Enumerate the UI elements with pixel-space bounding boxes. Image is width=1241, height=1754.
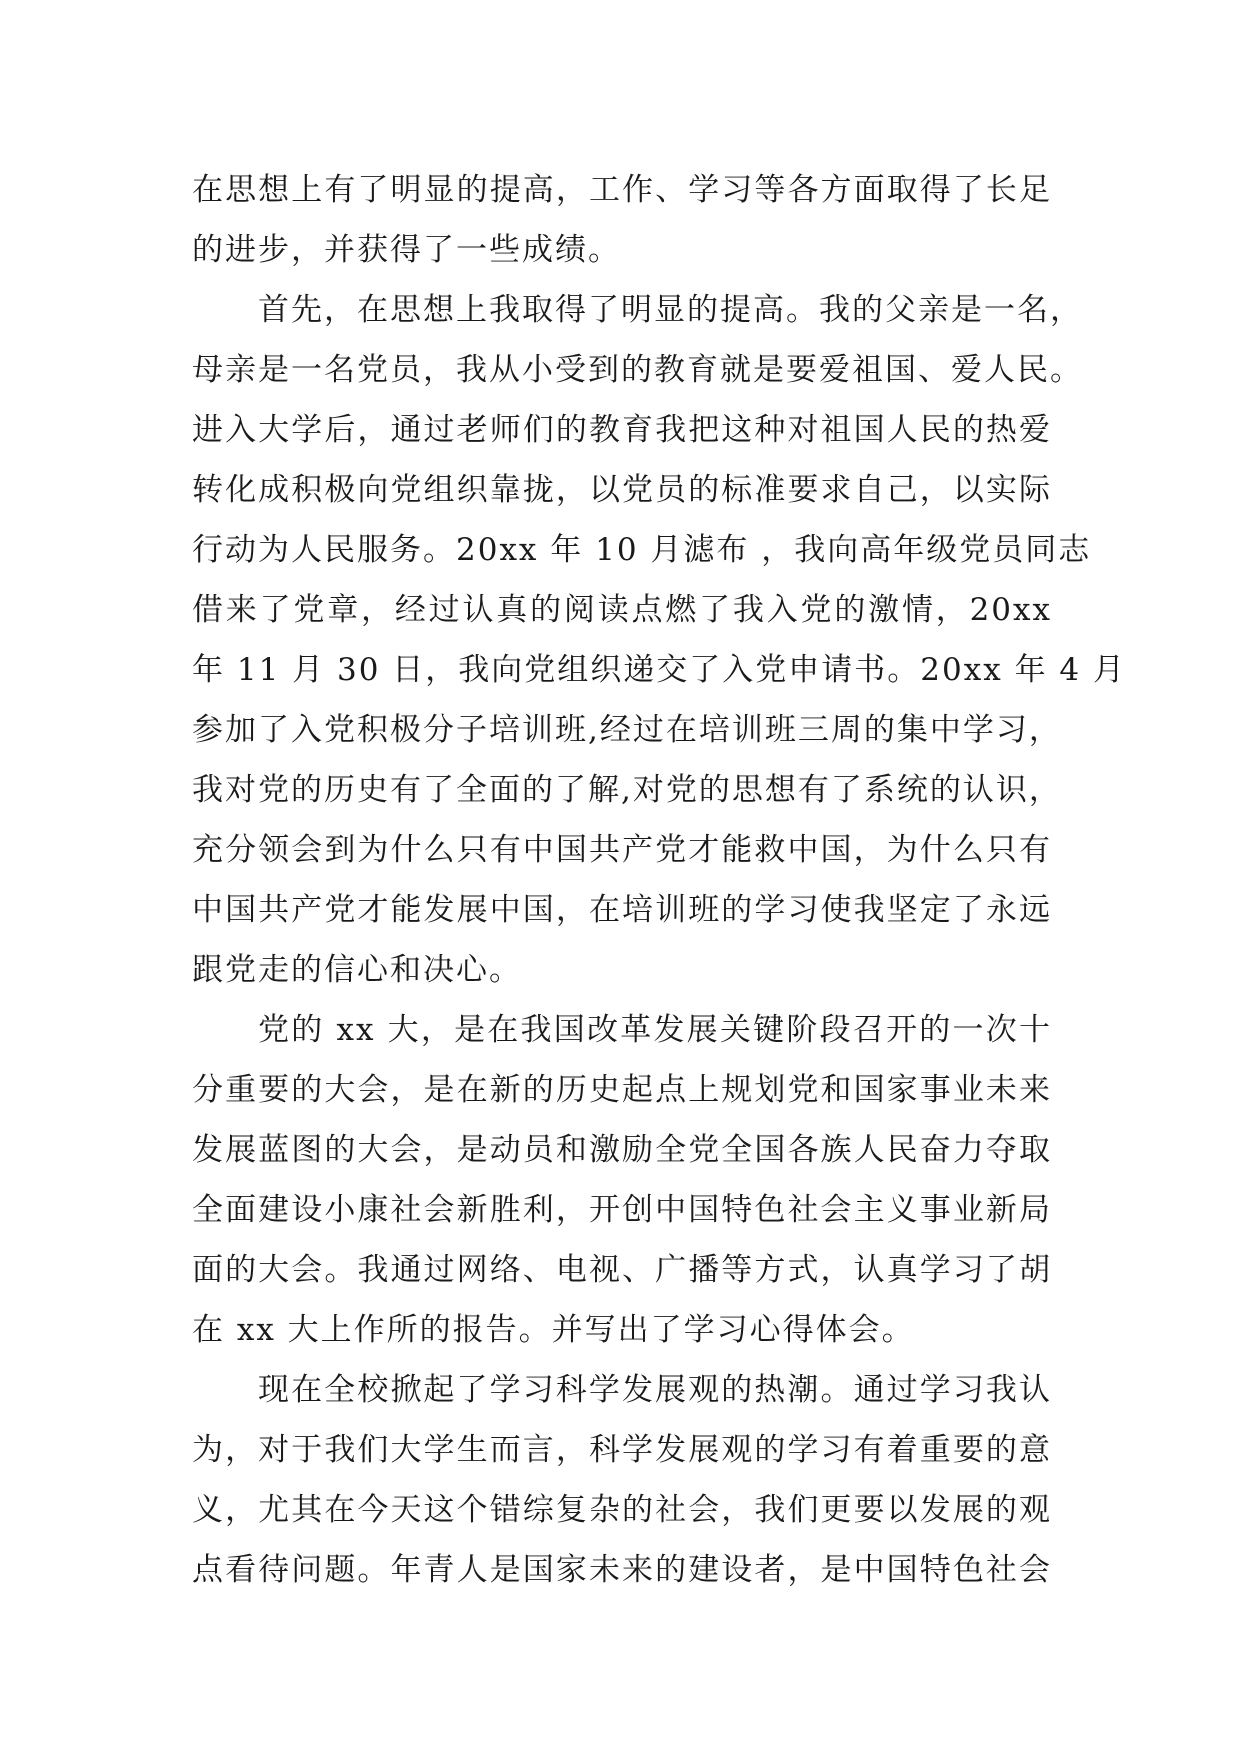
text-line: 跟党走的信心和决心。 [192,952,522,988]
text-line: 在思想上有了明显的提高，工作、学习等各方面取得了长足 [192,172,1052,208]
text-line: 党的 xx 大，是在我国改革发展关键阶段召开的一次十 [258,1012,1052,1048]
text-line: 行动为人民服务。20xx 年 10 月滤布 ，我向高年级党员同志 [192,532,1092,568]
text-line: 全面建设小康社会新胜利，开创中国特色社会主义事业新局 [192,1192,1052,1228]
text-line: 分重要的大会，是在新的历史起点上规划党和国家事业未来 [192,1072,1052,1108]
text-line: 年 11 月 30 日，我向党组织递交了入党申请书。20xx 年 4 月 [192,652,1127,688]
text-line: 转化成积极向党组织靠拢，以党员的标准要求自己，以实际 [192,472,1052,508]
text-line: 我对党的历史有了全面的了解,对党的思想有了系统的认识， [192,772,1062,808]
text-line: 进入大学后，通过老师们的教育我把这种对祖国人民的热爱 [192,412,1052,448]
text-line: 首先，在思想上我取得了明显的提高。我的父亲是一名， [258,292,1083,328]
text-line: 母亲是一名党员，我从小受到的教育就是要爱祖国、爱人民。 [192,352,1083,388]
text-line: 的进步，并获得了一些成绩。 [192,232,621,268]
text-line: 借来了党章，经过认真的阅读点燃了我入党的激情，20xx [192,592,1052,628]
text-line: 充分领会到为什么只有中国共产党才能救中国，为什么只有 [192,832,1052,868]
text-line: 为，对于我们大学生而言，科学发展观的学习有着重要的意 [192,1432,1052,1468]
text-line: 在 xx 大上作所的报告。并写出了学习心得体会。 [192,1312,915,1348]
text-line: 中国共产党才能发展中国，在培训班的学习使我坚定了永远 [192,892,1052,928]
text-line: 面的大会。我通过网络、电视、广播等方式，认真学习了胡 [192,1252,1052,1288]
text-line: 点看待问题。年青人是国家未来的建设者，是中国特色社会 [192,1552,1052,1588]
text-line: 发展蓝图的大会，是动员和激励全党全国各族人民奋力夺取 [192,1132,1052,1168]
text-line: 义，尤其在今天这个错综复杂的社会，我们更要以发展的观 [192,1492,1052,1528]
text-line: 参加了入党积极分子培训班,经过在培训班三周的集中学习， [192,712,1062,748]
document-body [192,160,1127,1600]
text-line: 现在全校掀起了学习科学发展观的热潮。通过学习我认 [258,1372,1052,1408]
